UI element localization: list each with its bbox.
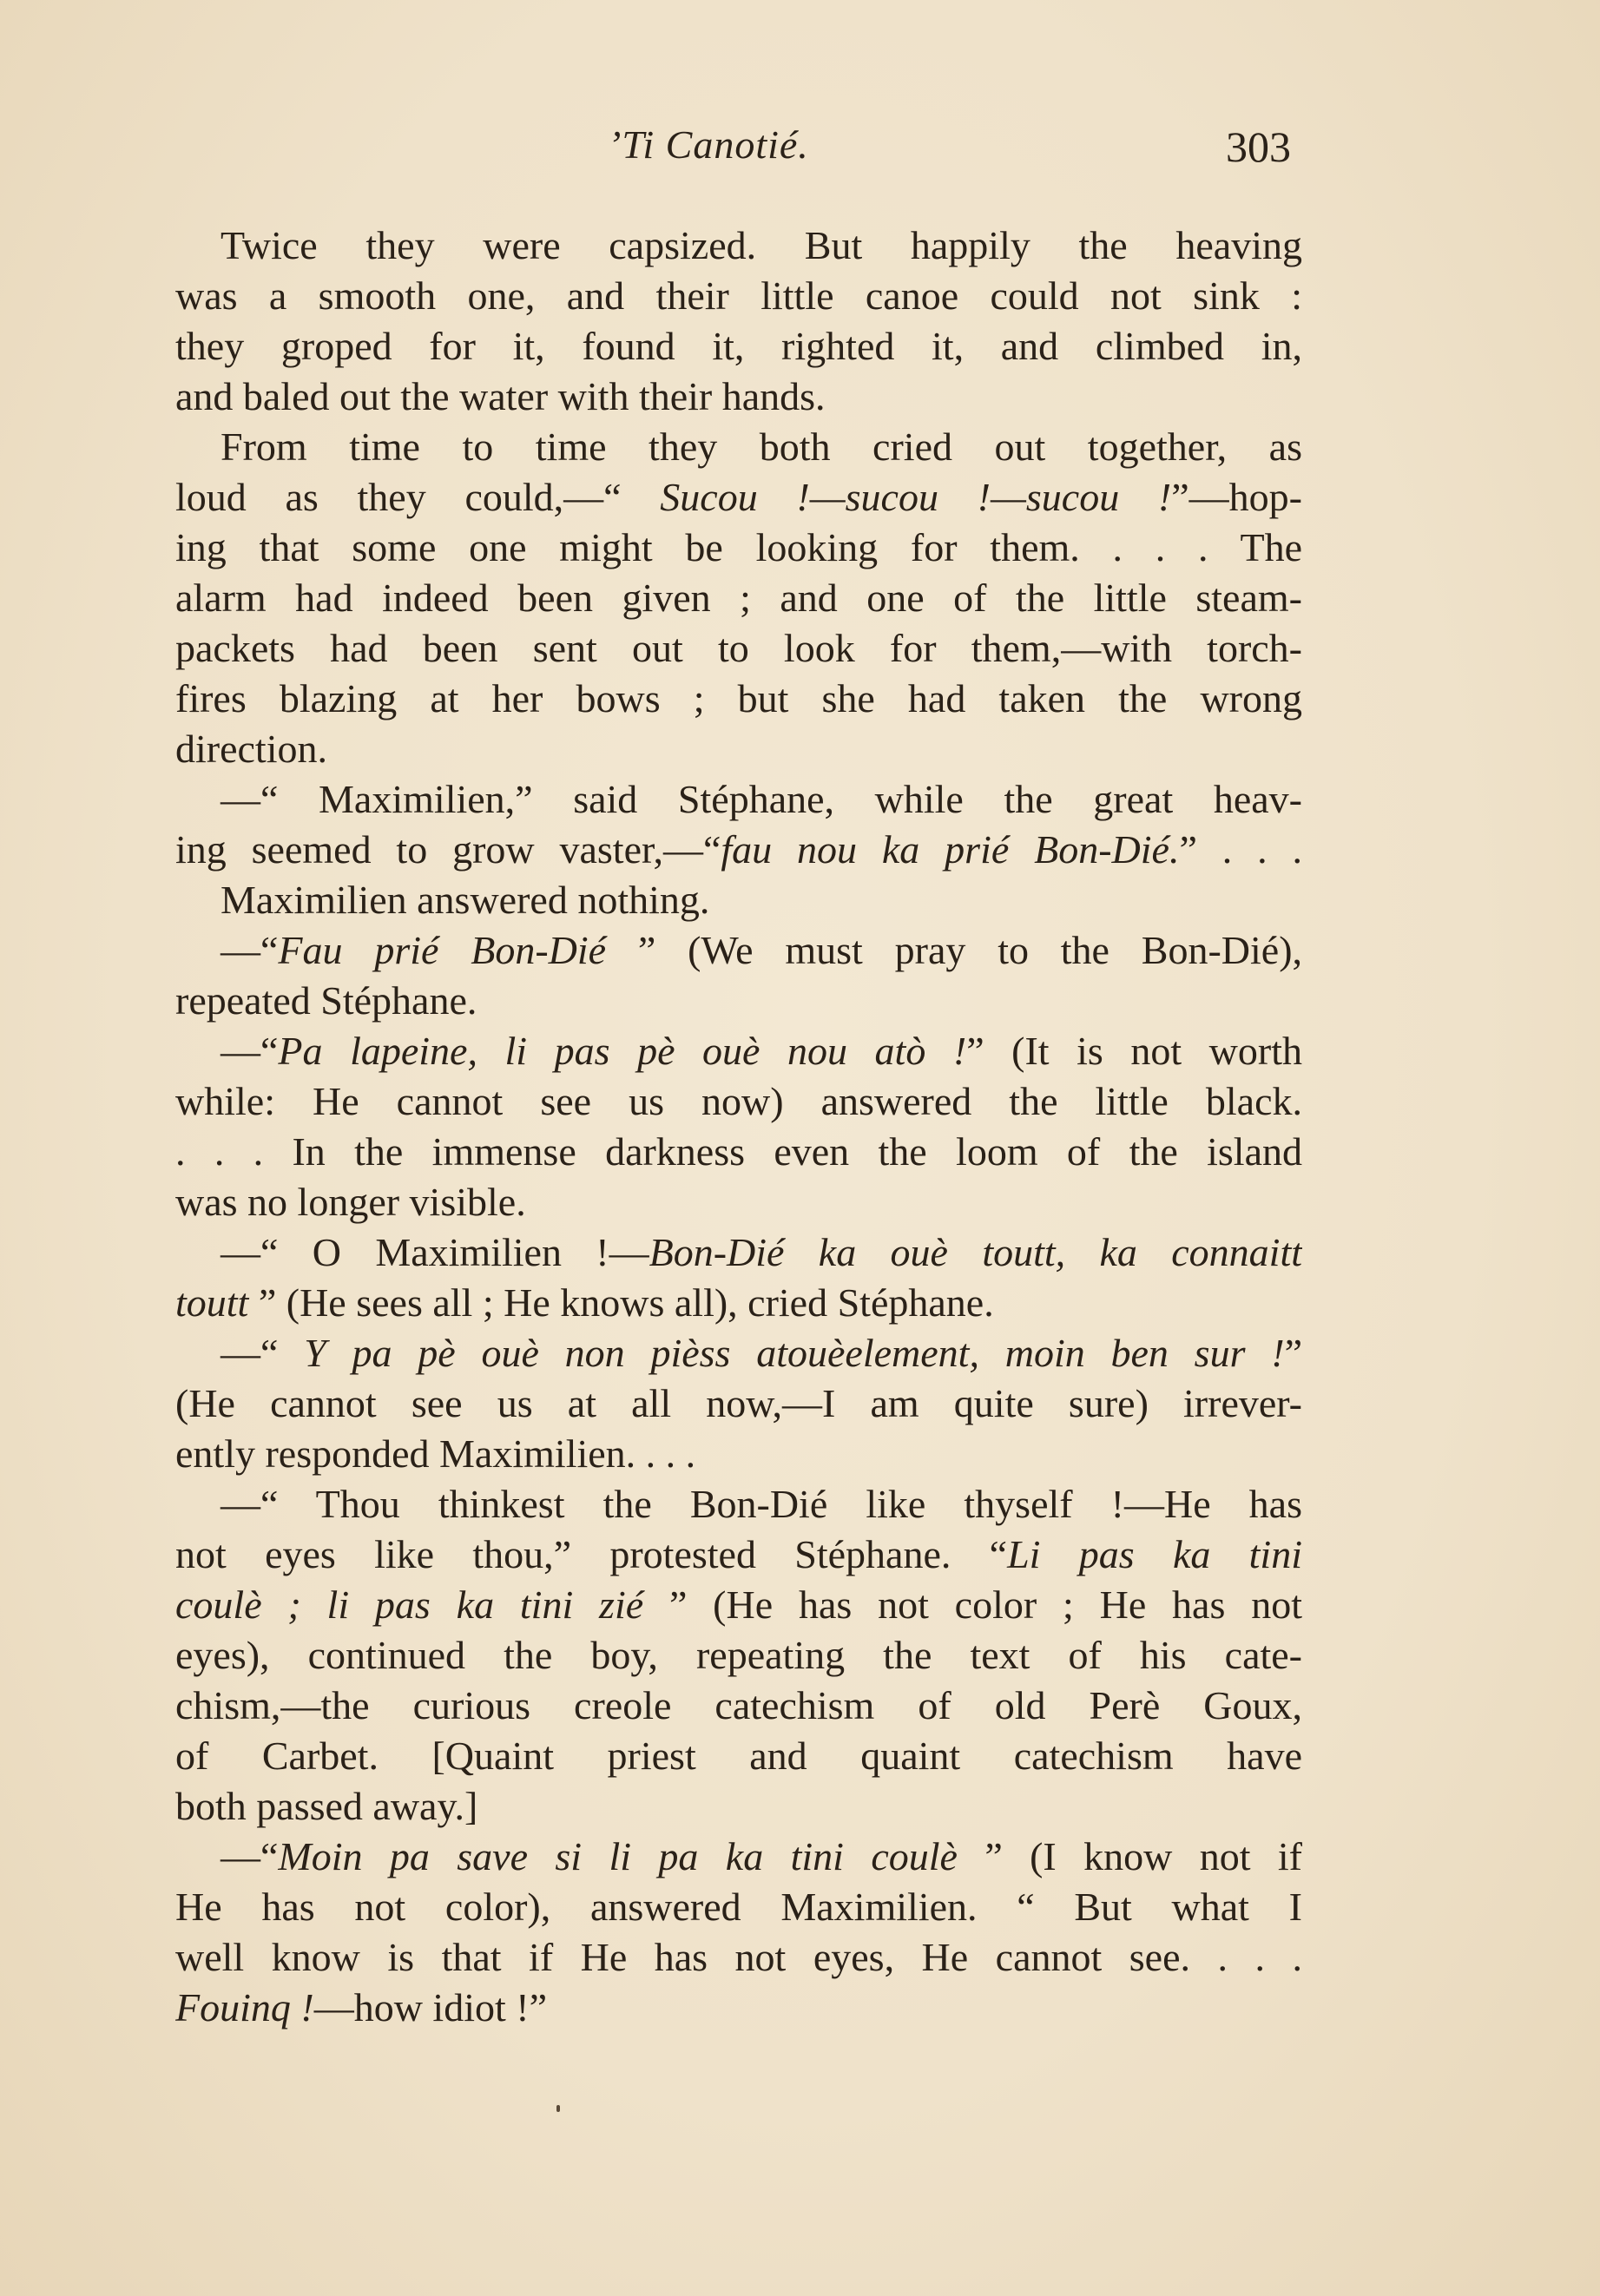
text-line: was no longer visible. (175, 1180, 526, 1224)
text-line: coulè ; li pas ka tini zié ” (He has not color ; He has not (175, 1582, 1302, 1627)
text-line: not eyes like thou,” protested Stéphane. “Li pas ka tini (175, 1532, 1302, 1576)
text-line: . . . In the immense darkness even the loom of the island (175, 1129, 1302, 1174)
text-line: —“ O Maximilien !—Bon-Dié ka ouè toutt, ka connaitt (221, 1230, 1302, 1274)
paper-speck (556, 2105, 560, 2112)
text-line: they groped for it, found it, righted it, and climbed in, (175, 324, 1302, 368)
text-line: He has not color), answered Maximilien. “ But what I (175, 1885, 1302, 1929)
running-title: ’Ti Canotié. (608, 122, 809, 167)
text-line: —“Fau prié Bon-Dié ” (We must pray to the Bon-Dié), (221, 928, 1302, 972)
text-line: —“Pa lapeine, li pas pè ouè nou atò !” (It is not worth (221, 1029, 1302, 1073)
page-number: 303 (1226, 122, 1291, 171)
text-line: packets had been sent out to look for them,—with torch- (175, 626, 1302, 670)
text-line: ently responded Maximilien. . . . (175, 1431, 696, 1476)
text-line: —“Moin pa save si li pa ka tini coulè ” (I know not if (221, 1834, 1302, 1878)
text-line: From time to time they both cried out together, as (221, 424, 1302, 469)
text-line: —“ Maximilien,” said Stéphane, while the great heav- (221, 777, 1302, 821)
text-line: chism,—the curious creole catechism of old Perè Goux, (175, 1683, 1302, 1727)
body-text (175, 220, 1302, 2033)
text-line: ing that some one might be looking for them. . . . The (175, 525, 1302, 569)
text-line: direction. (175, 727, 327, 771)
text-line: alarm had indeed been given ; and one of the little steam- (175, 576, 1302, 620)
running-head (0, 122, 1600, 182)
text-line: while: He cannot see us now) answered the little black. (175, 1079, 1302, 1123)
text-line: —“ Thou thinkest the Bon-Dié like thyself !—He has (221, 1482, 1302, 1526)
text-line: both passed away.] (175, 1784, 478, 1828)
text-line: was a smooth one, and their little canoe could not sink : (175, 273, 1302, 318)
text-line: ing seemed to grow vaster,—“fau nou ka prié Bon-Dié.” . . . (175, 827, 1302, 872)
text-line: of Carbet. [Quaint priest and quaint catechism have (175, 1734, 1302, 1778)
text-line: (He cannot see us at all now,—I am quite sure) irrever- (175, 1381, 1302, 1425)
text-line: well know is that if He has not eyes, He cannot see. . . . (175, 1935, 1302, 1979)
text-line: fires blazing at her bows ; but she had taken the wrong (175, 676, 1302, 720)
text-line: loud as they could,—“ Sucou !—sucou !—sucou !”—hop- (175, 475, 1302, 519)
text-line: and baled out the water with their hands. (175, 374, 826, 418)
text-line: eyes), continued the boy, repeating the text of his cate- (175, 1633, 1302, 1677)
text-line: toutt ” (He sees all ; He knows all), cried Stéphane. (175, 1280, 994, 1325)
text-line: Twice they were capsized. But happily the heaving (221, 223, 1302, 267)
text-line: Fouinq !—how idiot !” (175, 1985, 547, 2030)
text-line: —“ Y pa pè ouè non pièss atouèelement, moin ben sur !” (221, 1331, 1302, 1375)
text-line: Maximilien answered nothing. (221, 878, 710, 922)
text-line: repeated Stéphane. (175, 978, 477, 1023)
